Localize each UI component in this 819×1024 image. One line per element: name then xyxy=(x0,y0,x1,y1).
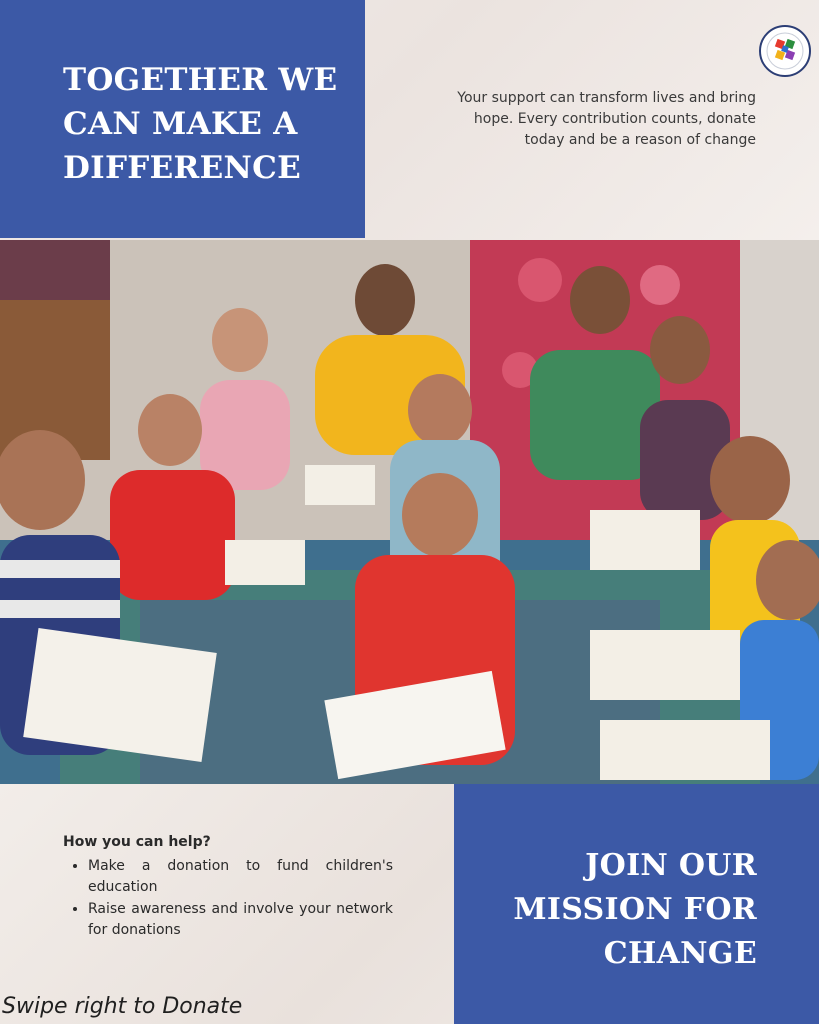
cta-headline: JOIN OUR MISSION FOR CHANGE xyxy=(513,848,757,971)
headline-panel xyxy=(0,0,365,238)
main-headline: TOGETHER WE CAN MAKE A DIFFERENCE xyxy=(63,62,338,186)
help-section xyxy=(63,834,393,942)
support-text: Your support can transform lives and bring hope. Every contribution counts, donate today and be a reason of change xyxy=(457,90,756,148)
help-title: How you can help? xyxy=(63,834,211,850)
foundation-logo-icon xyxy=(759,25,811,77)
children-group-photo xyxy=(0,240,819,784)
swipe-to-donate[interactable]: Swipe right to Donate xyxy=(2,994,243,1019)
help-item-awareness: • Raise awareness and involve your network for donations xyxy=(88,899,393,941)
help-list xyxy=(63,856,393,941)
cta-panel xyxy=(454,784,819,1024)
help-item-donate: • Make a donation to fund children's education xyxy=(88,856,393,898)
